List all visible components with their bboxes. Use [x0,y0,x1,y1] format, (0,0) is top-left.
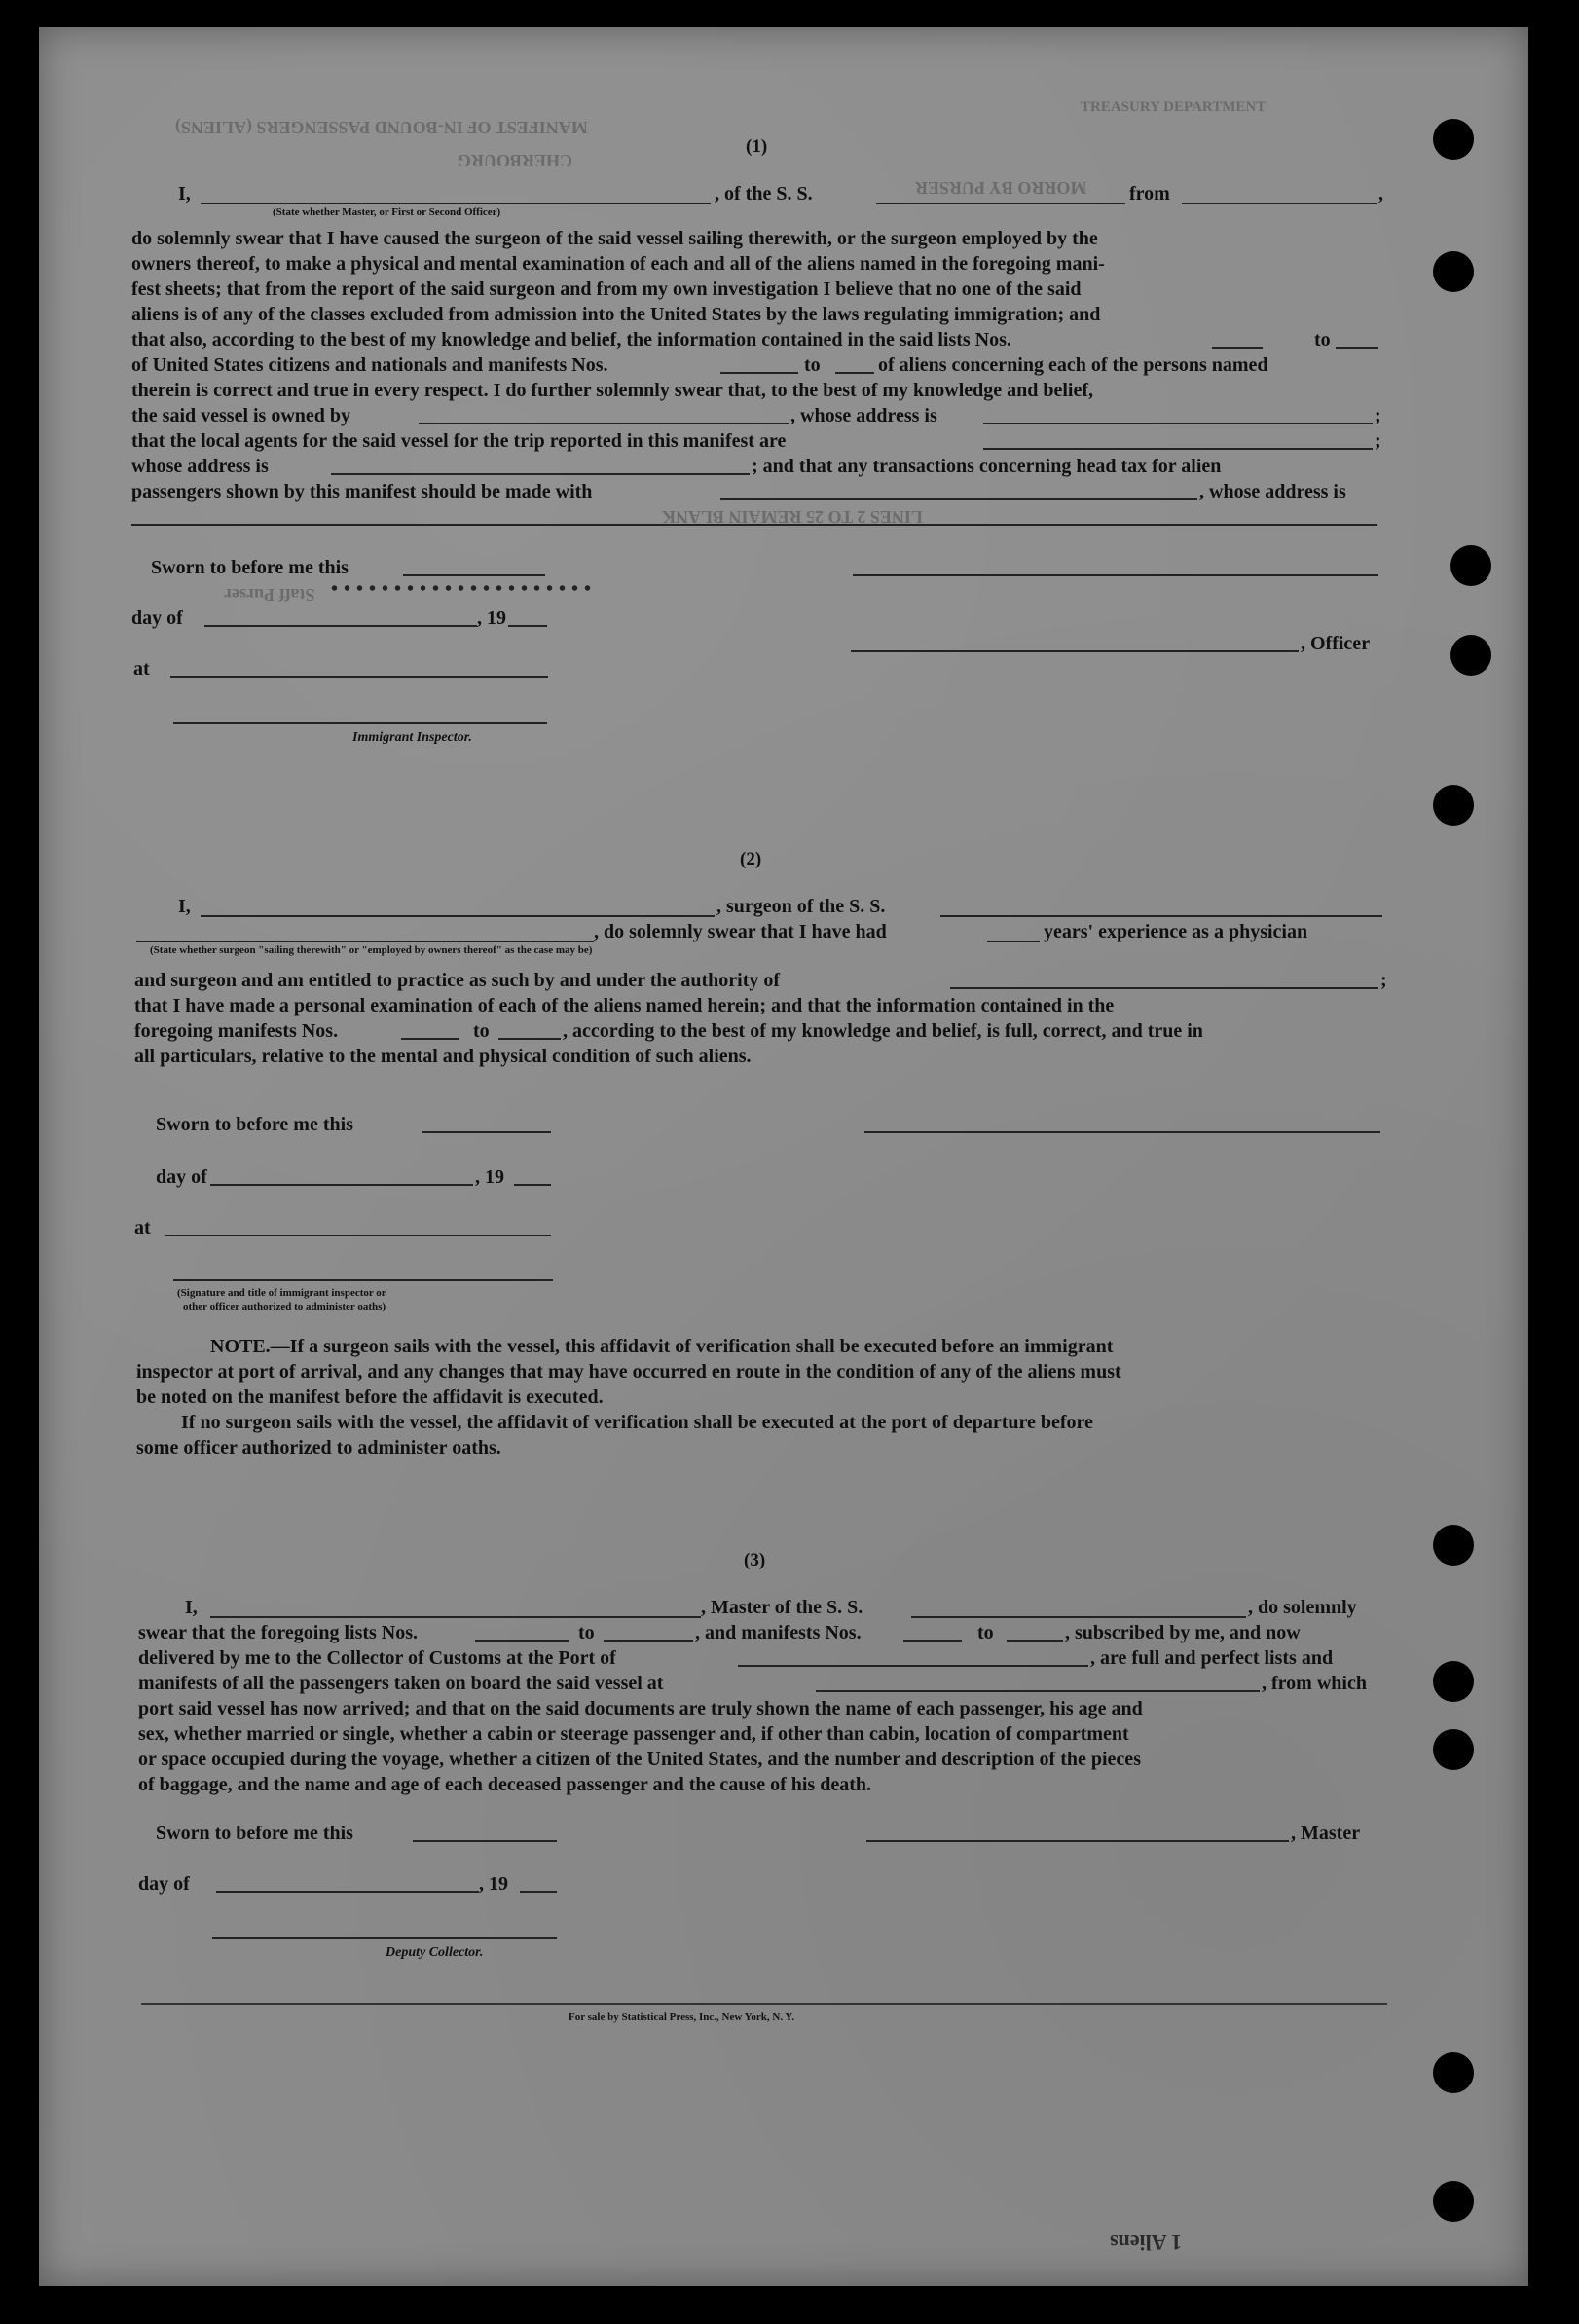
s1-line1-from: from [1129,183,1170,204]
s1-agents-text: that the local agents for the said vessel for the trip reported in this manifest are [131,430,787,452]
ghost-header-center: MANIFEST OF IN-BOUND PASSENGERS (ALIENS) [175,118,588,137]
s1-correct-line: therein is correct and true in every respect. I do further solemnly swear that, to the best of my knowledge and belief, [131,380,1094,401]
s3-line3-lists: , are full and perfect lists and [1090,1647,1334,1669]
s2-note-line-4: If no surgeon sails with the vessel, the affidavit of verification shall be executed at the port of departure before [181,1412,1093,1433]
s2-line2-swear: , do solemnly swear that I have had [594,921,887,942]
ghost-lines-blank: LINES 2 TO 25 REMAIN BLANK [662,507,923,527]
s3-deputy-collector: Deputy Collector. [386,1945,484,1960]
section-3-number: (3) [744,1550,766,1570]
s1-passengers-address: , whose address is [1199,481,1346,502]
s3-body-line-2: sex, whether married or single, whether a cabin or steerage passenger and, if other than cabin, location of compartment [138,1723,1129,1745]
section-1-number: (1) [746,136,768,157]
binder-hole-9 [1433,2052,1474,2093]
s2-caption: (State whether surgeon "sailing therewith" or "employed by owners thereof" as the case may be) [150,944,593,956]
section-2-number: (2) [740,849,762,869]
s2-at: at [134,1217,151,1238]
s1-owned-text: the said vessel is owned by [131,405,351,426]
binder-hole-6 [1433,1525,1474,1566]
s1-sworn: Sworn to before me this [151,557,349,578]
s3-line3-collector: delivered by me to the Collector of Customs at the Port of [138,1647,616,1669]
s2-nineteen: , 19 [475,1166,504,1188]
s1-passengers-text: passengers shown by this manifest should be made with [131,481,593,502]
s3-body-line-3: or space occupied during the voyage, whether a citizen of the United States, and the number and description of the pieces [138,1749,1141,1770]
s3-line2-lists: swear that the foregoing lists Nos. [138,1622,419,1643]
s2-line5-manifests: foregoing manifests Nos. [134,1020,339,1042]
s2-note-line-1: NOTE.—If a surgeon sails with the vessel, this affidavit of verification shall be executed before an immigrant [210,1336,1114,1357]
s1-dotted-line: ••••••••••••••••••••• [331,578,598,600]
s1-officer: , Officer [1301,633,1371,654]
s1-us-to: to [804,354,821,376]
s2-line3-semicolon: ; [1380,970,1387,991]
binder-hole-5 [1433,785,1474,826]
s3-line2-to-1: to [578,1622,595,1643]
s1-also-to: to [1314,329,1331,350]
binder-hole-8 [1433,1729,1474,1770]
s1-day-of: day of [131,608,183,629]
s3-nineteen: , 19 [479,1873,508,1895]
s2-line5-according: , according to the best of my knowledge and belief, is full, correct, and true in [563,1020,1203,1042]
s1-body-line-1: do solemnly swear that I have caused the surgeon of the said vessel sailing therewith, or the surgeon employed by the [131,228,1098,249]
s1-us-aliens: of aliens concerning each of the persons named [878,354,1268,376]
bottom-rule [141,2003,1387,2005]
binder-hole-10 [1433,2181,1474,2222]
s1-owned-semicolon: ; [1375,405,1381,426]
s1-caption: (State whether Master, or First or Second Officer) [273,206,501,218]
s2-line3-authority: and surgeon and am entitled to practice as such by and under the authority of [134,970,781,991]
s1-at: at [133,658,150,680]
s1-owned-address: , whose address is [790,405,937,426]
s1-also-text: that also, according to the best of my knowledge and belief, the information contained in the said lists Nos. [131,329,1011,350]
s1-body-line-2: owners thereof, to make a physical and mental examination of each and all of the aliens named in the foregoing mani- [131,253,1105,275]
s3-line2-manifests: , and manifests Nos. [695,1622,862,1643]
s1-body-line-4: aliens is of any of the classes excluded from admission into the United States by the laws regulating immigration; and [131,304,1101,325]
ghost-header-right: TREASURY DEPARTMENT [1081,99,1267,115]
s1-line1-of-ss: , of the S. S. [715,183,813,204]
s2-line4: that I have made a personal examination of each of the aliens named herein; and that the information contained in the [134,995,1115,1016]
s3-line4-manifests: manifests of all the passengers taken on board the said vessel at [138,1673,664,1694]
s3-line1-i: I, [185,1597,198,1618]
s1-us-text: of United States citizens and nationals and manifests Nos. [131,354,608,376]
s2-note-line-3: be noted on the manifest before the affidavit is executed. [136,1386,604,1408]
s2-line1-surgeon: , surgeon of the S. S. [716,896,886,917]
s2-day-of: day of [156,1166,207,1188]
s3-day-of: day of [138,1873,190,1895]
s3-line4-from-which: , from which [1262,1673,1367,1694]
s2-sig-caption-2: other officer authorized to administer oaths) [183,1301,386,1312]
s2-line6: all particulars, relative to the mental and physical condition of such aliens. [134,1046,752,1067]
s3-line2-subscribed: , subscribed by me, and now [1065,1622,1301,1643]
s1-whose-text: whose address is [131,456,269,477]
s1-line1-i: I, [178,183,191,204]
binder-hole-1 [1433,119,1474,160]
s3-sworn: Sworn to before me this [156,1823,353,1844]
binder-hole-3 [1450,545,1491,586]
s2-line5-to: to [473,1020,490,1042]
s3-line1-master: , Master of the S. S. [701,1597,863,1618]
s2-sworn: Sworn to before me this [156,1114,353,1135]
publisher-footer: For sale by Statistical Press, Inc., New York, N. Y. [569,2011,795,2023]
s2-line2-years: years' experience as a physician [1044,921,1308,942]
ghost-header-line2: CHERBOURG [458,151,573,170]
s3-line1-swear: , do solemnly [1248,1597,1357,1618]
ghost-staff-purser: Staff Purser [224,585,315,605]
s2-note-line-5: some officer authorized to administer oaths. [136,1437,501,1458]
s3-body-line-4: of baggage, and the name and age of each deceased passenger and the cause of his death. [138,1774,871,1795]
s2-line1-i: I, [178,896,191,917]
s1-whose-headtax: ; and that any transactions concerning head tax for alien [752,456,1222,477]
s1-nineteen: , 19 [477,608,506,629]
ghost-bottom-stamp: 1 Aliens [1110,2231,1182,2255]
binder-hole-4 [1450,635,1491,676]
s3-body-line-1: port said vessel has now arrived; and that on the said documents are truly shown the name of each passenger, his age and [138,1698,1143,1719]
s1-immigrant-inspector: Immigrant Inspector. [352,730,472,745]
s1-body-line-3: fest sheets; that from the report of the said surgeon and from my own investigation I believe that no one of the said [131,278,1082,300]
s3-master: , Master [1291,1823,1361,1844]
s1-agents-semicolon: ; [1375,430,1381,452]
binder-hole-7 [1433,1661,1474,1702]
binder-hole-2 [1433,251,1474,292]
s1-line1-comma: , [1378,183,1383,204]
s3-line2-to-2: to [977,1622,994,1643]
s2-sig-caption-1: (Signature and title of immigrant inspector or [177,1287,386,1299]
s2-note-line-2: inspector at port of arrival, and any changes that may have occurred en route in the condition of any of the aliens must [136,1361,1121,1383]
ghost-ship-name: MORRO BY PURSER [915,178,1087,198]
